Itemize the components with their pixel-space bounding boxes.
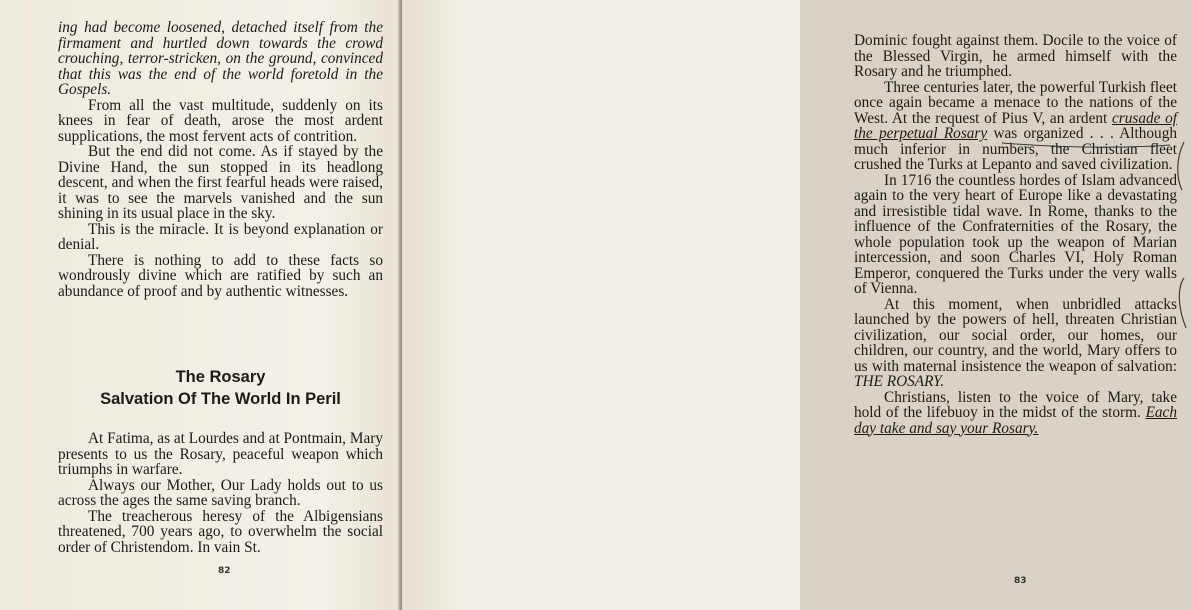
paragraph-text: Christians, listen to the voice of Mary, take hold of the lifebuoy in the midst of the storm.: [854, 388, 1177, 421]
paragraph: The treacherous heresy of the Albigensians threatened, 700 years ago, to overwhelm the social order of Christendom. In vain St.: [58, 507, 383, 556]
paragraph-present: [854, 297, 1177, 390]
paragraph-exhortation: [854, 390, 1177, 437]
underlined-phrase: crusade of the perpetual Rosary: [854, 109, 1177, 142]
paragraph: This is the miracle. It is beyond explanation or denial.: [58, 220, 383, 253]
paragraph: Dominic fought against them. Docile to the voice of the Blessed Virgin, he armed himself with the Rosary and he triumphed.: [854, 32, 1177, 80]
underlined-phrase: Each day take and say your Rosary.: [854, 404, 1177, 437]
paragraph-text: was organized . . . Although much inferior in numbers, the Christian fleet crushed the Turks at Lepanto and saved civilization.: [854, 125, 1177, 173]
margin-bracket-bottom: [1179, 278, 1186, 328]
pencil-stroke: [1002, 143, 1170, 147]
right-page-text: [854, 33, 1177, 436]
paragraph: Always our Mother, Our Lady holds out to us across the ages the same saving branch.: [58, 476, 383, 509]
paragraph-vienna: In 1716 the countless hordes of Islam advanced again to the very heart of Europe like a devastating and irresistible tidal wave. In Rome, thanks to the influence of the Confraternities of the Rosary, the whole population took up the weapon of Marian intercession, and soon Charles VI, Holy Roman Emperor, conquered the Turks under the very walls of Vienna.: [854, 171, 1177, 297]
paragraph: At Fatima, as at Lourdes and at Pontmain, Mary presents to us the Rosary, peaceful weapon which triumphs in warfare.: [58, 430, 383, 478]
margin-bracket-top: [1178, 142, 1184, 190]
paragraph-text: At this moment, when unbridled attacks launched by the powers of hell, threaten Christian civilization, our social order, our homes, our children, our country, and the world, Mary offers to us with maternal insistence the weapon of salvation:: [854, 295, 1177, 375]
left-page: [0, 0, 402, 610]
section-heading-title: The Rosary: [175, 368, 266, 386]
right-page: [402, 0, 1177, 610]
paragraph: But the end did not come. As if stayed by the Divine Hand, the sun stopped in its headlong descent, and when the first fearful heads were raised, it was to see the marvels vanished and the sun shining in its usual place in the sky.: [58, 143, 383, 222]
paragraph: From all the vast multitude, suddenly on its knees in fear of death, arose the most ardent supplications, the most fervent acts of contrition.: [58, 96, 383, 145]
emphasis-text: THE ROSARY.: [854, 373, 945, 390]
page-number: 82: [218, 566, 231, 576]
page-number: 83: [1014, 576, 1027, 586]
paragraph-continuation: ing had become loosened, detached itself from the firmament and hurtled down towards the crowd crouching, terror-stricken, on the ground, convinced that this was the end of the world foretold in the Gospels.: [58, 19, 383, 98]
paragraph-text: Three centuries later, the powerful Turkish fleet once again became a menace to the nations of the West. At the request of Pius V, an ardent: [854, 78, 1177, 127]
left-page-top-text: [58, 20, 383, 299]
left-page-bottom-text: [58, 431, 383, 555]
paragraph: There is nothing to add to these facts so wondrously divine which are ratified by such an abundance of proof and by authentic witnesses.: [58, 251, 383, 300]
handwritten-underline: [1002, 141, 1172, 171]
section-heading-subtitle: Salvation Of The World In Peril: [100, 390, 341, 408]
